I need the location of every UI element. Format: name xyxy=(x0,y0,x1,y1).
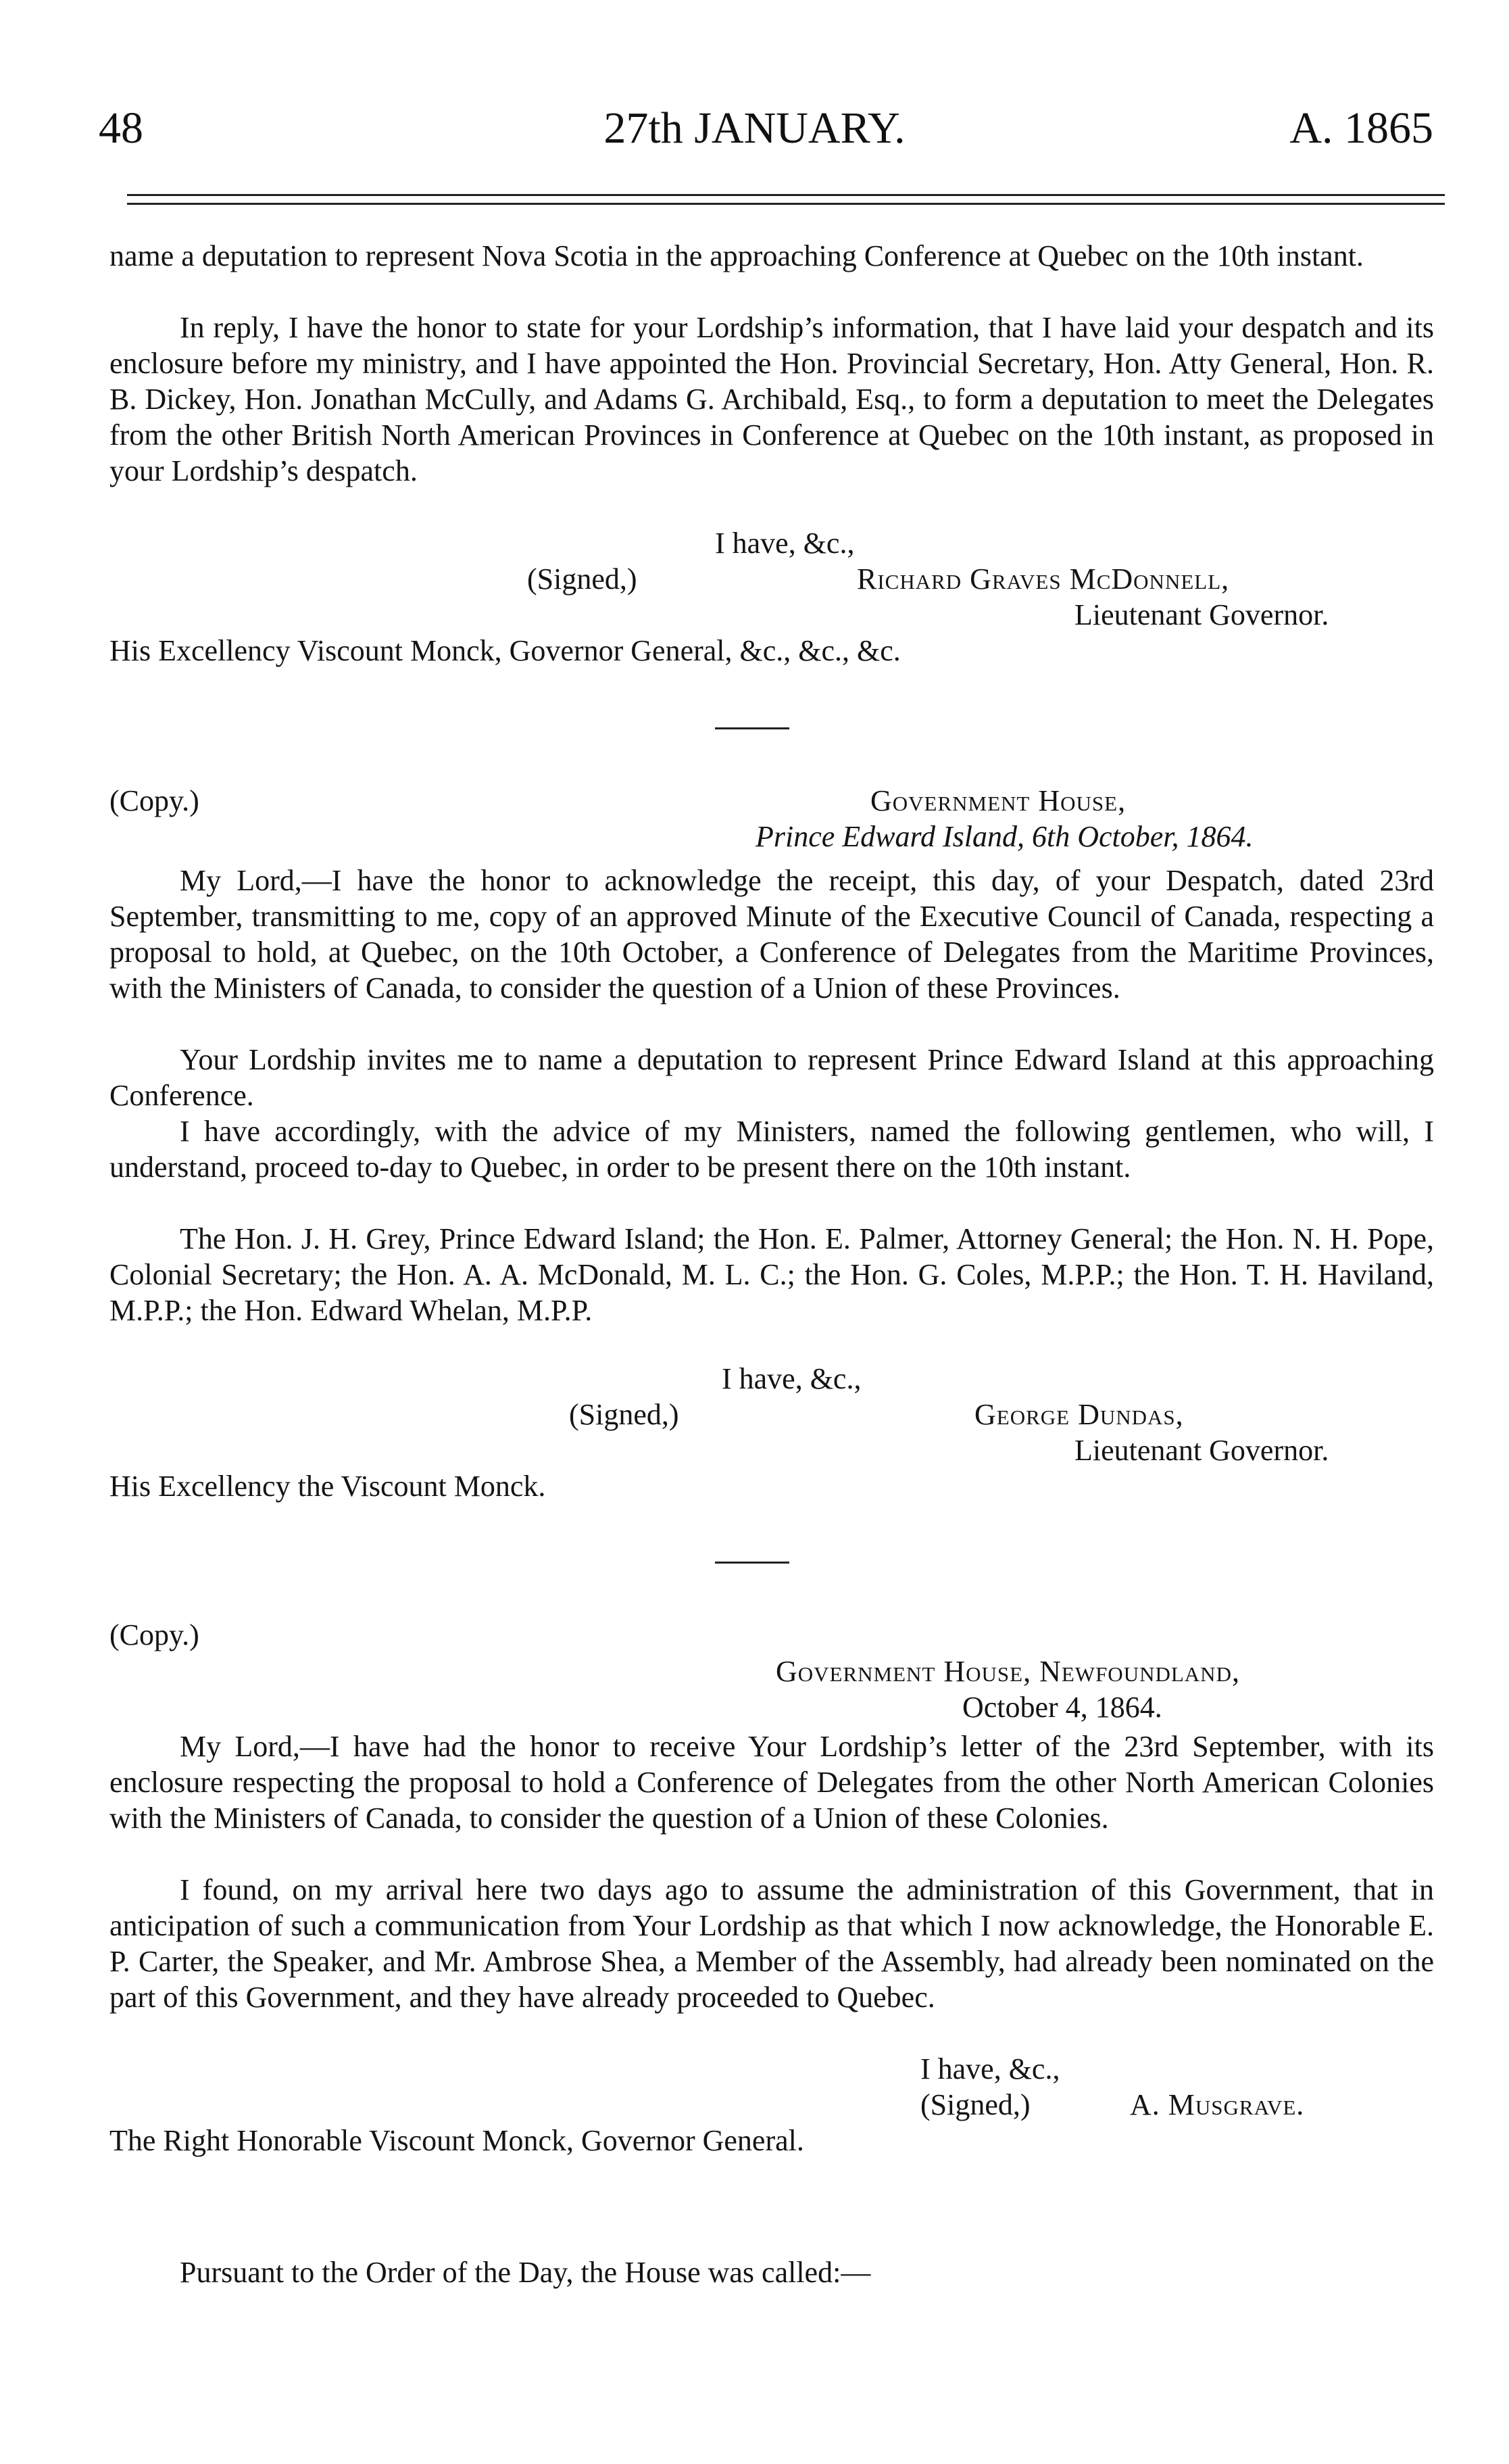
s3-paragraph-1: My Lord,—I have had the honor to receive Your Lordship’s letter of the 23rd September, with its enclosure respecting the proposal to hold a Conference of Delegates from the other North American Colonies with the Ministers of Canada, to consider the question of a Union of these Colonies. xyxy=(109,1730,1434,1835)
s2-paragraph-2: Your Lordship invites me to name a deputation to represent Prince Edward Island at this approaching Conference. xyxy=(109,1043,1434,1112)
order-of-day-line: Pursuant to the Order of the Day, the House was called:— xyxy=(180,2256,871,2289)
s2-place-line-1: Government House, xyxy=(870,784,1127,817)
s1-closing: I have, &c., xyxy=(715,527,855,560)
s3-closing: I have, &c., xyxy=(920,2052,1060,2085)
s1-signer-title: Lieutenant Governor. xyxy=(1074,598,1329,631)
s1-addressee: His Excellency Viscount Monck, Governor General, &c., &c., &c. xyxy=(109,634,901,667)
s3-copy-label: (Copy.) xyxy=(109,1618,199,1651)
section-divider-2 xyxy=(715,1562,789,1564)
s1-signed: (Signed,) xyxy=(527,562,637,596)
page-number: 48 xyxy=(99,103,143,153)
s3-place-line-2: October 4, 1864. xyxy=(962,1691,1162,1724)
header-rule-top xyxy=(127,194,1445,196)
header-rule-bottom xyxy=(127,203,1445,205)
s3-addressee: The Right Honorable Viscount Monck, Governor General. xyxy=(109,2124,804,2157)
s2-place-line-2: Prince Edward Island, 6th October, 1864. xyxy=(756,820,1254,853)
s2-addressee: His Excellency the Viscount Monck. xyxy=(109,1470,546,1503)
s2-paragraph-3: I have accordingly, with the advice of my Ministers, named the following gentlemen, who will, I understand, proceed to-day to Quebec, in order to be present there on the 10th instant. xyxy=(109,1115,1434,1184)
section-divider-1 xyxy=(715,727,789,729)
s2-paragraph-1: My Lord,—I have the honor to acknowledge the receipt, this day, of your Despatch, dated 23rd September, transmitting to me, copy of an approved Minute of the Executive Council of Canada, respecting a proposal to hold, at Quebec, on the 10th October, a Conference of Delegates from the Maritime Provinces, with the Ministers of Canada, to consider the question of a Union of these Provinces. xyxy=(109,864,1434,1005)
s2-signed: (Signed,) xyxy=(569,1398,679,1431)
page-date-heading: 27th JANUARY. xyxy=(603,103,906,153)
s1-paragraph-1: name a deputation to represent Nova Scotia in the approaching Conference at Quebec on the 10th instant. xyxy=(109,239,1364,272)
s3-signed: (Signed,) xyxy=(920,2088,1031,2121)
s2-paragraph-4: The Hon. J. H. Grey, Prince Edward Island; the Hon. E. Palmer, Attorney General; the Hon. N. H. Pope, Colonial Secretary; the Hon. A. A. McDonald, M. L. C.; the Hon. G. Coles, M.P.P.; the Hon. T. H. Haviland, M.P.P.; the Hon. Edward Whelan, M.P.P. xyxy=(109,1222,1434,1327)
s3-place-line-1: Government House, Newfoundland, xyxy=(776,1655,1240,1688)
s3-signer: A. Musgrave. xyxy=(1130,2088,1305,2121)
s2-closing: I have, &c., xyxy=(722,1362,862,1395)
s2-copy-label: (Copy.) xyxy=(109,784,199,817)
session-label: A. 1865 xyxy=(1289,103,1433,153)
s1-signer: Richard Graves McDonnell, xyxy=(857,562,1230,596)
s3-paragraph-2: I found, on my arrival here two days ago to assume the administration of this Government, that in anticipation of such a communication from Your Lordship as that which I now acknowledge, the Honorable E. P. Carter, the Speaker, and Mr. Ambrose Shea, a Member of the Assembly, had already been nominated on the part of this Government, and they have already proceeded to Quebec. xyxy=(109,1873,1434,2014)
s2-signer: George Dundas, xyxy=(974,1398,1184,1431)
s2-signer-title: Lieutenant Governor. xyxy=(1074,1434,1329,1467)
s1-paragraph-2: In reply, I have the honor to state for your Lordship’s information, that I have laid your despatch and its enclosure before my ministry, and I have appointed the Hon. Provincial Secretary, Hon. Atty General, Hon. R. B. Dickey, Hon. Jonathan McCully, and Adams G. Archibald, Esq., to form a deputation to meet the Delegates from the other British North American Provinces in Conference at Quebec on the 10th instant, as proposed in your Lordship’s despatch. xyxy=(109,311,1434,487)
